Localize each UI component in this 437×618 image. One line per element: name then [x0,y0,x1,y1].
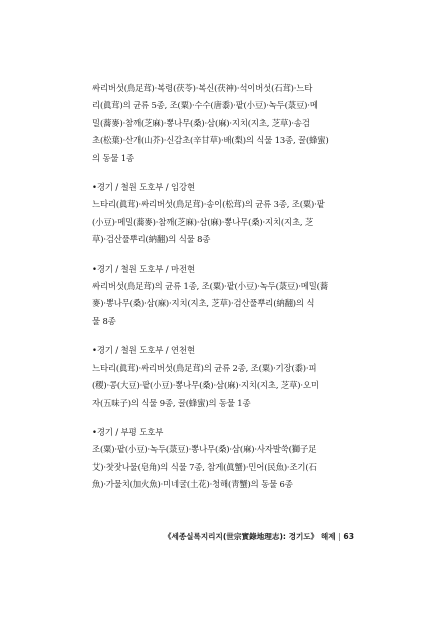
page-number: 63 [343,532,354,541]
paragraph-text [92,196,354,248]
text-line: 의 동물 1종 [92,152,134,163]
paragraph-text [92,278,354,330]
text-line: 싸리버섯(鳥足茸)·복령(茯苓)·복신(茯神)·석이버섯(石茸)·느타 [92,83,313,93]
section-heading: •경기 / 철원 도호부 / 연천현 [92,345,195,356]
text-line: 물 8종 [92,315,116,326]
text-line: 리(眞茸)의 균류 5종, 조(粟)·수수(唐黍)·팥(小豆)·녹두(菉豆)·메 [92,100,318,111]
text-line: 艾)·찻잣나물(皂角)의 식물 7종, 참게(眞蟹)·민어(民魚)·조기(石 [92,461,317,472]
text-line: 밀(蕎麥)·참깨(芝麻)·뽕나무(桑)·삼(麻)·지치(지초, 芝草)·송검 [92,117,310,128]
text-line: 조(粟)·팥(小豆)·녹두(菉豆)·뽕나무(桑)·삼(麻)·사자발쑥(獅子足 [92,444,317,455]
section-bupyeong [92,424,354,494]
text-line: 싸리버섯(鳥足茸)의 균류 1종, 조(粟)·팥(小豆)·녹두(菉豆)·메밀(蕎 [92,281,329,292]
paragraph-text [92,360,354,412]
text-line: 초(松葉)·산개(山芥)·신감초(辛甘草)·배(梨)의 식물 13종, 꿀(蜂蜜) [92,135,329,146]
text-line: (稷)·콩(大豆)·팥(小豆)·뽕나무(桑)·삼(麻)·지치(지초, 芝草)·오미 [92,380,319,391]
section-yeoncheon [92,342,354,412]
text-line: 느타리(眞茸)·싸리버섯(鳥足茸)·송이(松茸)의 균류 3종, 조(粟)·팥 [92,199,325,210]
body-text [92,80,354,506]
footer-separator: | [338,532,341,541]
section-imgang [92,179,354,249]
paragraph-text [92,80,354,167]
paragraph-text [92,441,354,493]
text-line: 麥)·뽕나무(桑)·삼(麻)·지치(지초, 芝草)·검산풀뿌리(納翻)의 식 [92,298,315,309]
text-line: 자(五味子)의 식물 9종, 꿀(蜂蜜)의 동물 1종 [92,397,251,408]
section-heading: •경기 / 부평 도호부 [92,426,164,437]
text-line: 草)·검산풀뿌리(納翻)의 식물 8종 [92,234,211,245]
section-heading: •경기 / 철원 도호부 / 임강현 [92,182,195,193]
section-heading: •경기 / 철원 도호부 / 마전현 [92,263,195,274]
section-majeon [92,261,354,331]
footer-book-title: 《세종실록지리지(世宗實錄地理志): 경기도》 [163,532,319,541]
text-line: 魚)·가물치(加火魚)·미네굴(土花)·청해(靑蟹)의 동물 6종 [92,479,293,490]
text-line: 느타리(眞茸)·싸리버섯(鳥足茸)의 균류 2종, 조(粟)·기장(黍)·피 [92,362,317,373]
footer-section-label: 해제 [320,532,336,541]
page-footer [0,531,354,542]
intro-paragraph [92,80,354,167]
text-line: (小豆)·메밀(蕎麥)·참깨(芝麻)·삼(麻)·뽕나무(桑)·지치(지초, 芝 [92,216,314,227]
